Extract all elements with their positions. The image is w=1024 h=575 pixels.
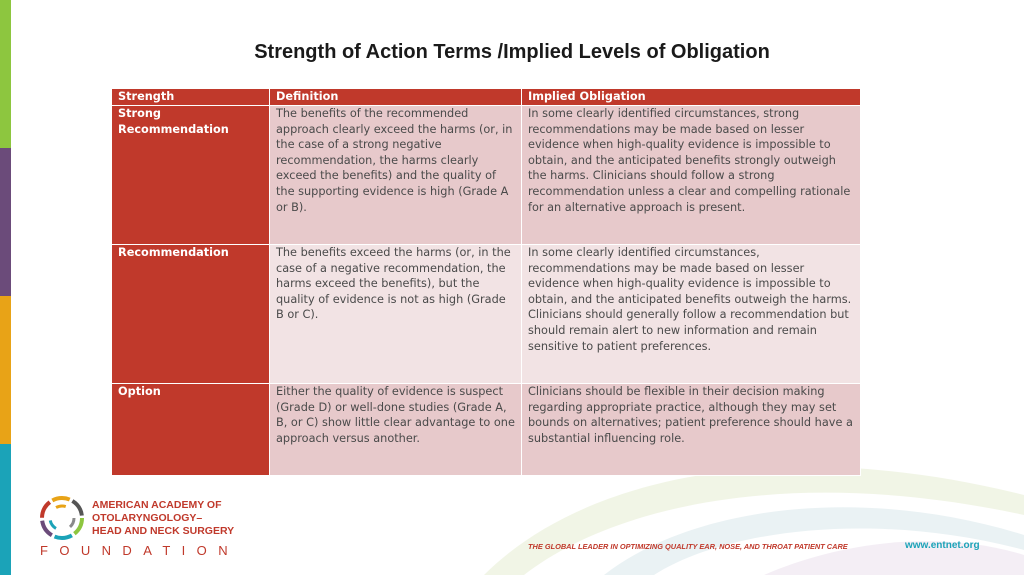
table-header-row — [112, 89, 861, 106]
header-implied-obligation: Implied Obligation — [522, 89, 861, 106]
definition-cell: Either the quality of evidence is suspect (Grade D) or well-done studies (Grade A, B, or C) show little clear advantage to one approach versus another. — [270, 384, 522, 476]
table-row — [112, 106, 861, 245]
strength-cell: Strong Recommendation — [112, 106, 270, 245]
org-name-line: AMERICAN ACADEMY OF — [92, 499, 222, 511]
strength-cell: Option — [112, 384, 270, 476]
definition-cell: The benefits exceed the harms (or, in the case of a negative recommendation, the harms exceed the benefits), but the quality of evidence is not as high (Grade B or C). — [270, 245, 522, 384]
footer-tagline: THE GLOBAL LEADER IN OPTIMIZING QUALITY EAR, NOSE, AND THROAT PATIENT CARE — [528, 542, 848, 551]
header-definition: Definition — [270, 89, 522, 106]
page-title: Strength of Action Terms /Implied Levels of Obligation — [254, 41, 770, 63]
accent-stripe-purple — [0, 148, 11, 296]
definition-cell: The benefits of the recommended approach clearly exceed the harms (or, in the case of a strong negative recommendation, the harms clearly exceed the benefits) and the quality of the supporting evidence is high (Grade A or B). — [270, 106, 522, 245]
obligation-table — [111, 88, 861, 476]
aao-hnsf-swirl-logo-icon — [40, 496, 84, 540]
accent-stripe-green — [0, 0, 11, 148]
header-strength: Strength — [112, 89, 270, 106]
obligation-cell: In some clearly identified circumstances, recommendations may be made based on lesser evidence when high-quality evidence is impossible to obtain, and the anticipated benefits outweigh the harms. Clinicians should generally follow a recommendation but should remain alert to new information and remain sensitive to patient preferences. — [522, 245, 861, 384]
accent-stripe-teal — [0, 444, 11, 575]
website-link[interactable]: www.entnet.org — [905, 540, 980, 551]
foundation-wordmark: FOUNDATION — [40, 543, 239, 558]
obligation-cell: In some clearly identified circumstances, strong recommendations may be made based on lesser evidence when high-quality evidence is impossible to obtain, and the anticipated benefits strongly outweigh the harms. Clinicians should follow a strong recommendation unless a clear and compelling rationale for an alternative approach is present. — [522, 106, 861, 245]
org-name-line: HEAD AND NECK SURGERY — [92, 525, 235, 537]
organization-name — [92, 499, 234, 538]
org-name-line: OTOLARYNGOLOGY– — [92, 512, 203, 524]
table-row — [112, 245, 861, 384]
table-row — [112, 384, 861, 476]
obligation-cell: Clinicians should be flexible in their decision making regarding appropriate practice, although they may set bounds on alternatives; patient preference should have a substantial influencing role. — [522, 384, 861, 476]
accent-stripe-orange — [0, 296, 11, 444]
strength-cell: Recommendation — [112, 245, 270, 384]
